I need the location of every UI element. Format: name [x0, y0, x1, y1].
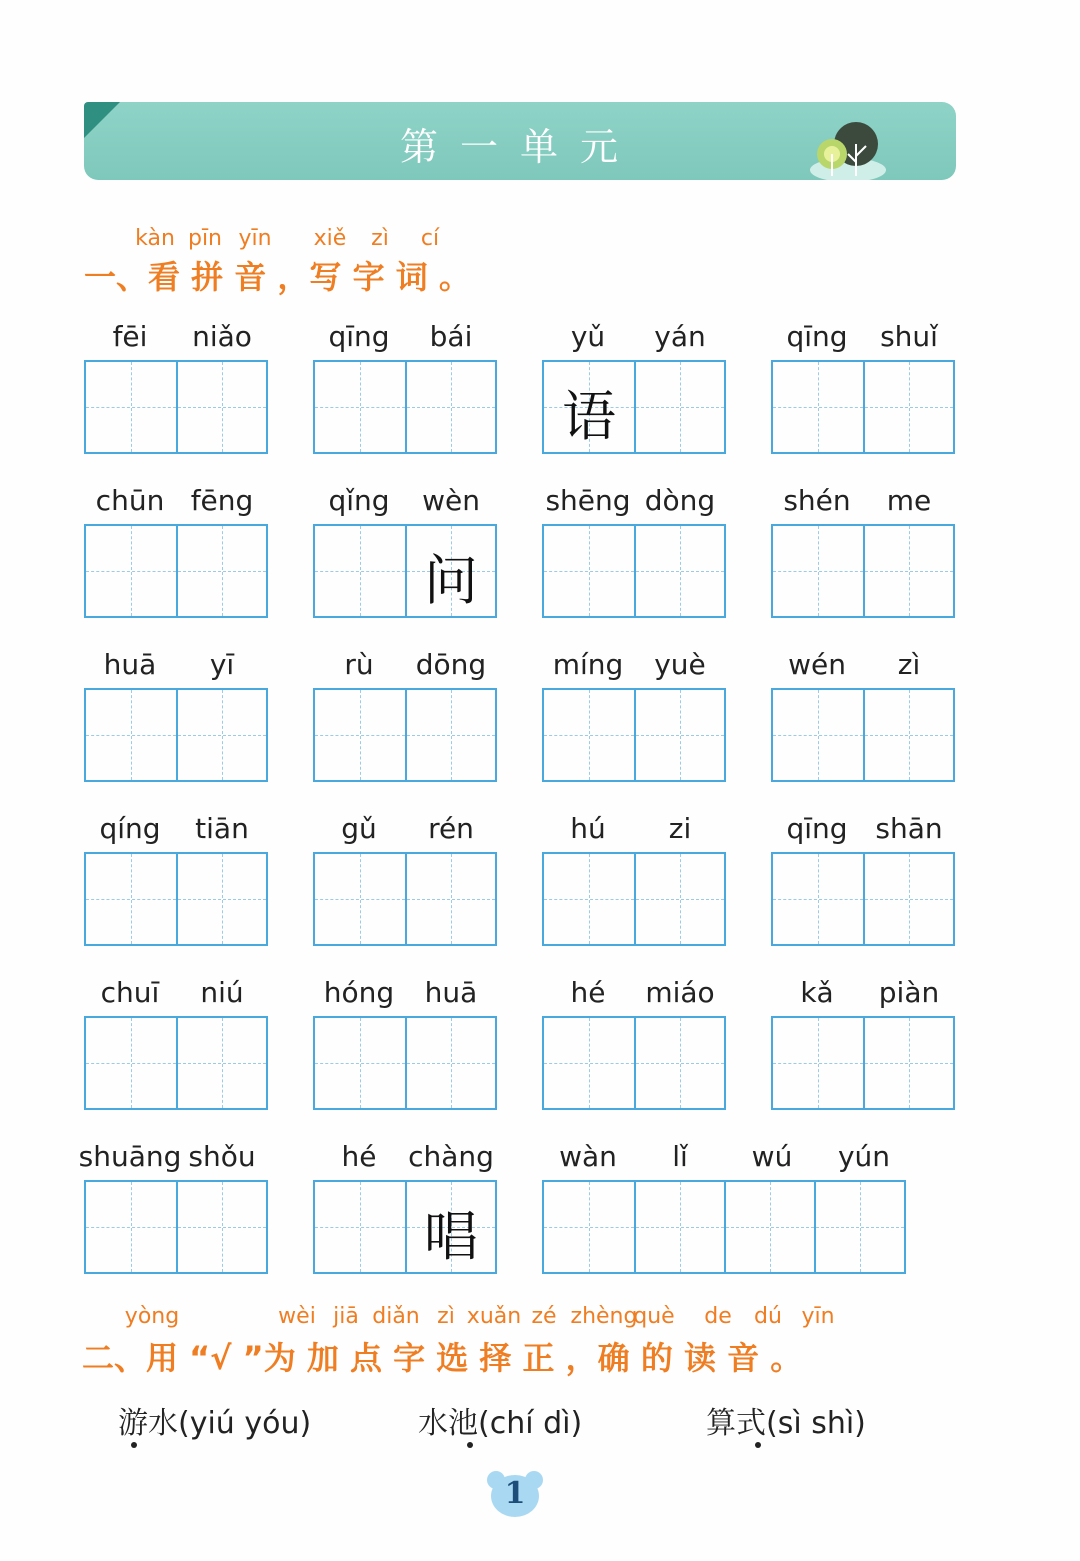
writing-box-group [771, 688, 955, 782]
pinyin-label: zì [897, 648, 921, 681]
question-item-3[interactable]: 算式(sì shì) [706, 1398, 866, 1442]
writing-box-group [313, 852, 497, 946]
writing-box[interactable] [176, 1182, 266, 1272]
heading-pinyin: dú [754, 1304, 782, 1329]
section2-title: 二、用 “√ ”为 加 点 字 选 择 正 ，确 的 读 音 。 [82, 1339, 803, 1377]
heading-pinyin: yīn [238, 226, 272, 251]
heading-pinyin: zé [531, 1304, 557, 1329]
writing-box-group [84, 360, 268, 454]
writing-box-group [84, 524, 268, 618]
writing-box[interactable] [315, 1018, 405, 1108]
pinyin-label: rù [344, 648, 374, 681]
pinyin-label: huā [103, 648, 157, 681]
writing-box[interactable] [176, 1018, 266, 1108]
pinyin-label: wèn [422, 484, 480, 517]
pinyin-label: hóng [323, 976, 395, 1009]
writing-box-group [771, 852, 955, 946]
writing-box-group [84, 1180, 268, 1274]
writing-box-group [542, 360, 726, 454]
question-item-1[interactable]: 游水(yiú yóu) [118, 1398, 311, 1442]
writing-box[interactable] [634, 690, 724, 780]
writing-box[interactable] [863, 1018, 953, 1108]
writing-box[interactable] [86, 854, 176, 944]
pinyin-label: gǔ [341, 812, 377, 845]
writing-box[interactable] [315, 526, 405, 616]
emphasis-dot [131, 1442, 137, 1448]
writing-box[interactable] [86, 526, 176, 616]
pinyin-label: huā [424, 976, 478, 1009]
writing-box[interactable] [544, 362, 634, 452]
writing-box[interactable] [773, 362, 863, 452]
pinyin-label: dōng [415, 648, 487, 681]
heading-pinyin: yīn [801, 1304, 835, 1329]
writing-box-group [542, 524, 726, 618]
heading-pinyin: zì [371, 226, 389, 251]
pinyin-label: shǒu [188, 1140, 256, 1173]
pinyin-label: chàng [408, 1140, 494, 1173]
writing-box[interactable] [405, 1018, 495, 1108]
pinyin-label: fēng [190, 484, 254, 517]
writing-box[interactable] [315, 854, 405, 944]
pinyin-label: yǔ [570, 320, 606, 353]
writing-box[interactable] [315, 362, 405, 452]
pinyin-label: hú [570, 812, 606, 845]
writing-box[interactable] [634, 526, 724, 616]
writing-box[interactable] [863, 362, 953, 452]
pinyin-label: yán [654, 320, 706, 353]
pinyin-label: miáo [645, 976, 715, 1009]
writing-box[interactable] [773, 690, 863, 780]
section1-title: 一、看 拼 音 ，写 字 词 。 [84, 258, 471, 296]
writing-box[interactable] [544, 526, 634, 616]
heading-pinyin: pīn [187, 226, 223, 251]
pinyin-label: shuǐ [880, 320, 938, 353]
heading-pinyin: wèi [278, 1304, 316, 1329]
heading-pinyin: zhèng [570, 1304, 638, 1329]
pinyin-label: niǎo [192, 320, 252, 353]
writing-box[interactable] [405, 1182, 495, 1272]
writing-box[interactable] [86, 690, 176, 780]
pinyin-label: niú [200, 976, 244, 1009]
writing-box-group [771, 360, 955, 454]
writing-box[interactable] [86, 1182, 176, 1272]
writing-box[interactable] [634, 1018, 724, 1108]
writing-box[interactable] [634, 362, 724, 452]
pinyin-label: qíng [99, 812, 161, 845]
writing-box-group [84, 688, 268, 782]
writing-box[interactable] [405, 854, 495, 944]
writing-box[interactable] [86, 1018, 176, 1108]
writing-box[interactable] [724, 1182, 814, 1272]
writing-box[interactable] [863, 526, 953, 616]
writing-box[interactable] [634, 1182, 724, 1272]
heading-pinyin: de [704, 1304, 732, 1329]
writing-box[interactable] [176, 854, 266, 944]
emphasis-dot [467, 1442, 473, 1448]
question-item-2[interactable]: 水池(chí dì) [418, 1398, 582, 1442]
writing-box[interactable] [405, 690, 495, 780]
pinyin-label: yī [209, 648, 235, 681]
sample-character: 语 [562, 385, 616, 448]
writing-box[interactable] [315, 1182, 405, 1272]
writing-box-group [771, 1016, 955, 1110]
writing-box[interactable] [176, 690, 266, 780]
pinyin-label: míng [552, 648, 624, 681]
unit-title: 第一单元 [399, 125, 640, 169]
writing-box[interactable] [544, 690, 634, 780]
writing-box-group [313, 1016, 497, 1110]
writing-box[interactable] [176, 362, 266, 452]
pinyin-label: qīng [328, 320, 390, 353]
writing-box-group [84, 852, 268, 946]
writing-box-group [313, 1180, 497, 1274]
pinyin-label: tiān [195, 812, 249, 845]
writing-box[interactable] [863, 854, 953, 944]
writing-box-group [771, 524, 955, 618]
pinyin-label: kǎ [800, 976, 834, 1009]
writing-box[interactable] [176, 526, 266, 616]
writing-box-group [542, 1180, 906, 1274]
heading-pinyin: jiā [333, 1304, 359, 1329]
pinyin-label: qǐng [328, 484, 390, 517]
writing-box-group [313, 360, 497, 454]
writing-box-group [542, 688, 726, 782]
pinyin-label: hé [341, 1140, 377, 1173]
pinyin-label: piàn [878, 976, 940, 1009]
writing-box[interactable] [773, 854, 863, 944]
pinyin-label: hé [570, 976, 606, 1009]
writing-box[interactable] [814, 1182, 904, 1272]
heading-pinyin: xiě [313, 226, 347, 251]
writing-box[interactable] [544, 1182, 634, 1272]
writing-box[interactable] [544, 1018, 634, 1108]
pinyin-label: qīng [786, 320, 848, 353]
writing-box[interactable] [544, 854, 634, 944]
writing-box-group [542, 1016, 726, 1110]
pinyin-label: zi [668, 812, 692, 845]
pinyin-label: wàn [559, 1140, 617, 1173]
pinyin-label: shuāng [78, 1140, 182, 1173]
sample-character: 唱 [424, 1205, 478, 1268]
writing-box[interactable] [405, 526, 495, 616]
pinyin-label: shēng [545, 484, 631, 517]
writing-box[interactable] [405, 362, 495, 452]
pinyin-label: wén [788, 648, 846, 681]
pinyin-label: qīng [786, 812, 848, 845]
pinyin-label: rén [428, 812, 474, 845]
pinyin-label: yún [837, 1140, 891, 1173]
writing-box[interactable] [773, 1018, 863, 1108]
pinyin-label: lǐ [672, 1140, 688, 1173]
pinyin-label: wú [751, 1140, 793, 1173]
writing-box[interactable] [315, 690, 405, 780]
heading-pinyin: xuǎn [466, 1304, 522, 1329]
writing-box-group [84, 1016, 268, 1110]
heading-pinyin: diǎn [372, 1304, 420, 1329]
writing-box[interactable] [773, 526, 863, 616]
writing-box-group [542, 852, 726, 946]
pinyin-label: bái [429, 320, 473, 353]
pinyin-label: chuī [100, 976, 160, 1009]
pinyin-label: shén [783, 484, 851, 517]
emphasis-dot [755, 1442, 761, 1448]
heading-pinyin: cí [420, 226, 440, 251]
writing-box[interactable] [634, 854, 724, 944]
page-number: 1 [504, 1476, 526, 1511]
pinyin-label: shān [875, 812, 943, 845]
pinyin-label: fēi [112, 320, 148, 353]
tree-icon [808, 118, 888, 180]
writing-box[interactable] [86, 362, 176, 452]
heading-pinyin: zì [437, 1304, 455, 1329]
writing-box-group [313, 688, 497, 782]
pinyin-label: dòng [644, 484, 716, 517]
heading-pinyin: kàn [135, 226, 175, 251]
pinyin-label: chūn [95, 484, 165, 517]
heading-pinyin: què [633, 1304, 675, 1329]
pinyin-label: yuè [654, 648, 706, 681]
sample-character: 问 [424, 549, 478, 612]
pinyin-label: me [886, 484, 932, 517]
heading-pinyin: yòng [124, 1304, 180, 1329]
writing-box-group [313, 524, 497, 618]
writing-box[interactable] [863, 690, 953, 780]
